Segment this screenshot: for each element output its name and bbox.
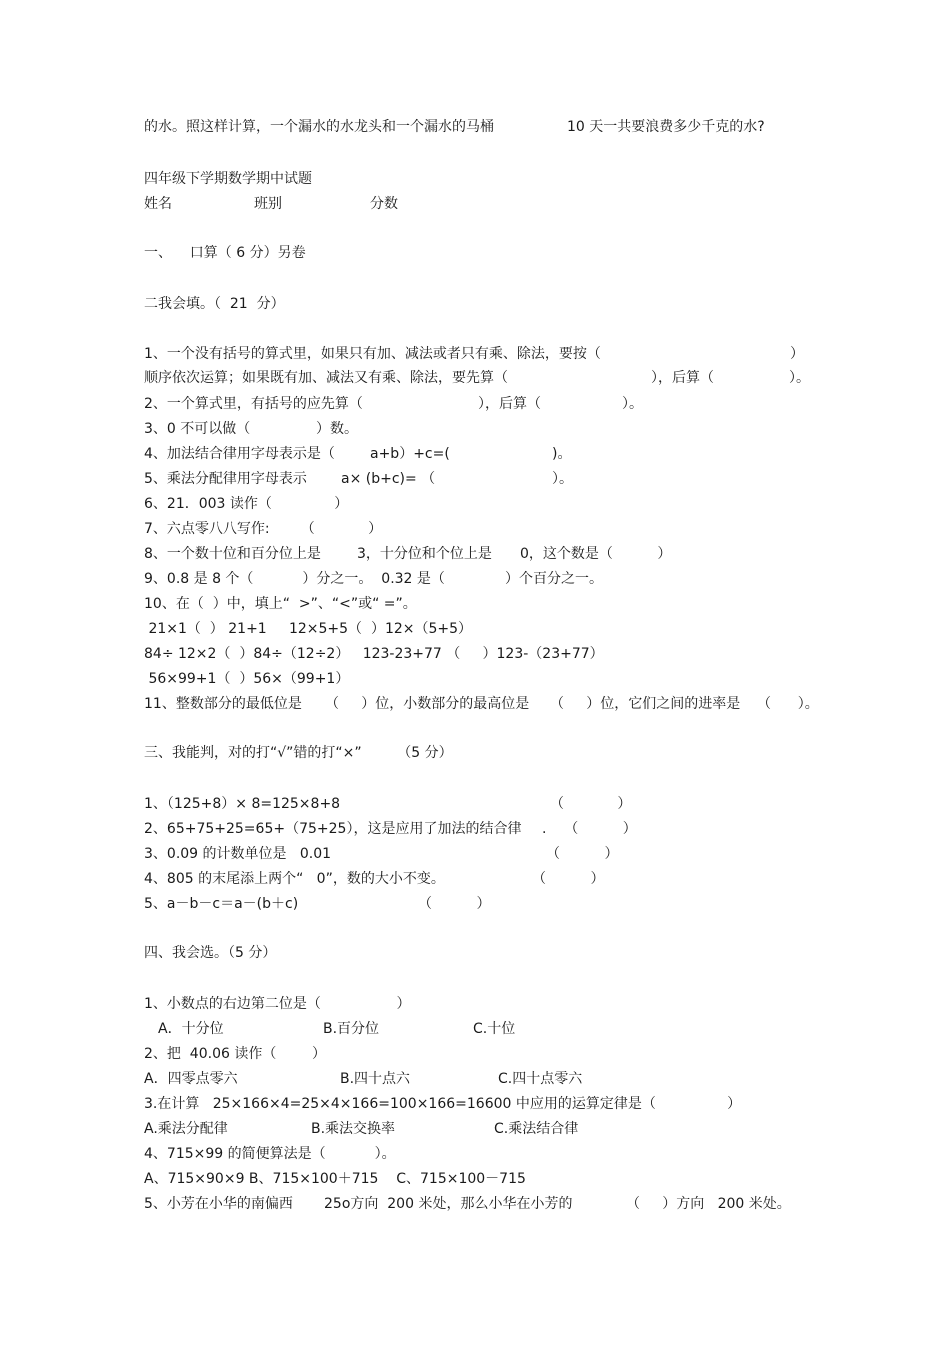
s2-q8-b: 3，十分位和个位上是: [357, 546, 492, 562]
s2-q1-line-b-end: ）。: [789, 370, 810, 386]
top-line-question: 10 天一共要浪费多少千克的水?: [567, 119, 765, 135]
s2-q3-b: ）数。: [316, 421, 358, 437]
name-label: 姓名: [144, 196, 172, 212]
s2-q7: 7、六点零八八写作: （ ）: [144, 521, 383, 537]
s3-q3-answer: （ ）: [546, 846, 619, 862]
s2-q4-a: 4、加法结合律用字母表示是（: [144, 446, 335, 462]
s2-q5-a: 5、乘法分配律用字母表示: [144, 471, 307, 487]
s2-q3-a: 3、0 不可以做（: [144, 421, 251, 437]
s2-q2-c: ）。: [622, 396, 643, 412]
s2-q9-a: 9、0.8 是 8 个（ ）分之一。 0.32 是（: [144, 571, 445, 587]
score-label: 分数: [370, 196, 398, 212]
s2-q11-d: （ ）。: [757, 696, 819, 712]
s2-q4-c: )。: [552, 446, 572, 462]
s4-q4-options: A、715×90×9 B、715×100＋715 C、715×100－715: [144, 1171, 526, 1187]
s2-q10: 10、在（ ）中，填上“ >”、“<”或“ =”。: [144, 596, 417, 612]
s4-q2-option-a: A．四零点零六: [144, 1071, 238, 1087]
s3-q4-answer: （ ）: [532, 871, 605, 887]
s2-q5-b: a× (b+c)= （: [341, 471, 436, 487]
s2-q2-a: 2、一个算式里，有括号的应先算（: [144, 396, 363, 412]
s2-q6: 6、21．003 读作（ ）: [144, 496, 349, 512]
s2-q2-b: ），后算（: [478, 396, 541, 412]
s3-q2-answer: . （ ）: [542, 821, 637, 837]
s4-q5-b: 25o方向 200 米处，那么小华在小芳的: [324, 1196, 573, 1212]
s4-q3-option-c: C.乘法结合律: [494, 1121, 579, 1137]
s2-q1-line-a: 1、一个没有括号的算式里，如果只有加、减法或者只有乘、除法，要按（: [144, 346, 601, 362]
s3-q1-text: 1、（125+8）× 8=125×8+8: [144, 796, 341, 812]
s4-q4: 4、715×99 的简便算法是（ ）。: [144, 1146, 396, 1162]
section-1-heading: 一、 口算（ 6 分）另卷: [144, 245, 306, 261]
s2-q1-line-a-end: ）: [790, 346, 804, 362]
section-3-heading: 三、我能判，对的打“√”错的打“×” （5 分）: [144, 745, 453, 761]
s2-q1-line-b-mid: ），后算（: [651, 370, 714, 386]
s2-q5-c: ）。: [552, 471, 573, 487]
s4-q3-option-b: B.乘法交换率: [311, 1121, 396, 1137]
s4-q3-option-a: A.乘法分配律: [144, 1121, 228, 1137]
class-label: 班别: [254, 196, 282, 212]
s2-q10-row-1: 21×1（ ） 21+1 12×5+5（ ）12×（5+5）: [144, 621, 473, 637]
s2-q8-c: 0，这个数是（ ）: [520, 546, 672, 562]
s2-q9-b: ）个百分之一。: [505, 571, 603, 587]
top-line-text: 的水。照这样计算，一个漏水的水龙头和一个漏水的马桶: [144, 119, 494, 135]
section-2-heading: 二我会填。（ 21 分）: [144, 296, 285, 312]
s2-q10-row-3: 56×99+1（ ）56×（99+1）: [144, 671, 350, 687]
s3-q2-text: 2、65+75+25=65+（75+25），这是应用了加法的结合律: [144, 821, 522, 837]
s4-q3: 3.在计算 25×166×4=25×4×166=100×166=16600 中应用的运算定律是（ ）: [144, 1096, 742, 1112]
s2-q11-a: 11、整数部分的最低位是: [144, 696, 302, 712]
s4-q1-option-a: A．十分位: [158, 1021, 224, 1037]
s3-q5-answer: （ ）: [418, 896, 491, 912]
s4-q1-option-c: C.十位: [473, 1021, 516, 1037]
s3-q1-answer: （ ）: [550, 796, 632, 812]
s2-q10-row-2: 84÷ 12×2（ ）84÷（12÷2） 123-23+77 （ ）123-（23+77）: [144, 646, 604, 662]
page-title: 四年级下学期数学期中试题: [144, 171, 312, 187]
s3-q4-text: 4、805 的末尾添上两个“ 0”，数的大小不变。: [144, 871, 445, 887]
s2-q11-c: （ ）位，它们之间的进率是: [550, 696, 741, 712]
s4-q2-option-c: C.四十点零六: [498, 1071, 583, 1087]
s4-q1: 1、小数点的右边第二位是（ ）: [144, 996, 411, 1012]
s4-q5-a: 5、小芳在小华的南偏西: [144, 1196, 293, 1212]
s2-q11-b: （ ）位，小数部分的最高位是: [325, 696, 530, 712]
s2-q1-line-b: 顺序依次运算；如果既有加、减法又有乘、除法，要先算（: [144, 370, 508, 386]
s4-q2-option-b: B.四十点六: [340, 1071, 411, 1087]
s4-q2: 2、把 40.06 读作（ ）: [144, 1046, 326, 1062]
s2-q8-a: 8、一个数十位和百分位上是: [144, 546, 321, 562]
s4-q5-c: （ ）方向 200 米处。: [626, 1196, 791, 1212]
s4-q1-option-b: B.百分位: [323, 1021, 380, 1037]
section-4-heading: 四、我会选。（5 分）: [144, 945, 277, 961]
s3-q5-text: 5、a－b－c＝a－(b＋c): [144, 896, 299, 912]
s3-q3-text: 3、0.09 的计数单位是 0.01: [144, 846, 332, 862]
s2-q4-b: a+b）+c=(: [370, 446, 450, 462]
